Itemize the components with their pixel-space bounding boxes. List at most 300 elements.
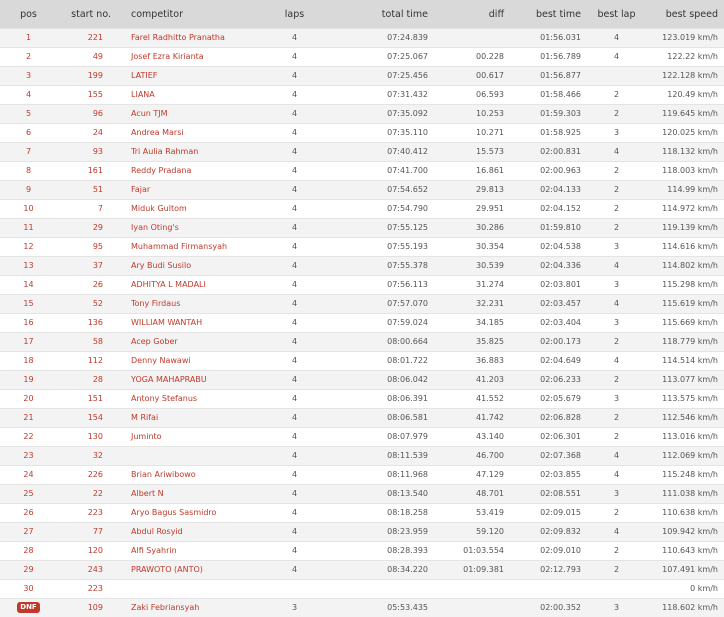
- best-time-cell: 01:59.303: [510, 104, 587, 123]
- diff-cell: 10.253: [434, 104, 510, 123]
- pos-cell: 9: [0, 180, 57, 199]
- competitor-link[interactable]: [117, 446, 257, 465]
- best-lap-cell: 3: [587, 313, 646, 332]
- best-lap-cell: 2: [587, 218, 646, 237]
- competitor-link[interactable]: Denny Nawawi: [117, 351, 257, 370]
- laps-cell: 4: [257, 465, 332, 484]
- table-row[interactable]: [0, 427, 724, 446]
- total-time-cell: 07:35.110: [332, 123, 434, 142]
- header-best-time[interactable]: best time: [510, 0, 587, 29]
- total-time-cell: [332, 579, 434, 598]
- best-lap-cell: 2: [587, 104, 646, 123]
- table-row[interactable]: [0, 85, 724, 104]
- pos-cell: 17: [0, 332, 57, 351]
- diff-cell: 30.539: [434, 256, 510, 275]
- laps-cell: 4: [257, 541, 332, 560]
- start-no-cell: 29: [57, 218, 117, 237]
- table-row[interactable]: [0, 351, 724, 370]
- laps-cell: 4: [257, 104, 332, 123]
- start-no-cell: 96: [57, 104, 117, 123]
- competitor-link[interactable]: Fajar: [117, 180, 257, 199]
- best-time-cell: 01:58.925: [510, 123, 587, 142]
- table-row[interactable]: [0, 503, 724, 522]
- best-speed-cell: 115.619 km/h: [646, 294, 724, 313]
- competitor-link[interactable]: LIANA: [117, 85, 257, 104]
- competitor-link[interactable]: Andrea Marsi: [117, 123, 257, 142]
- table-row[interactable]: [0, 370, 724, 389]
- best-speed-cell: 115.298 km/h: [646, 275, 724, 294]
- start-no-cell: 49: [57, 47, 117, 66]
- laps-cell: 4: [257, 161, 332, 180]
- best-time-cell: 01:56.877: [510, 66, 587, 85]
- start-no-cell: 112: [57, 351, 117, 370]
- start-no-cell: 151: [57, 389, 117, 408]
- diff-cell: 41.552: [434, 389, 510, 408]
- total-time-cell: 07:41.700: [332, 161, 434, 180]
- best-lap-cell: 4: [587, 446, 646, 465]
- table-row[interactable]: [0, 104, 724, 123]
- start-no-cell: 26: [57, 275, 117, 294]
- total-time-cell: 08:06.581: [332, 408, 434, 427]
- header-start-no[interactable]: start no.: [57, 0, 117, 29]
- pos-cell: 14: [0, 275, 57, 294]
- best-speed-cell: 118.602 km/h: [646, 598, 724, 616]
- table-row[interactable]: [0, 408, 724, 427]
- start-no-cell: 221: [57, 29, 117, 48]
- total-time-cell: 08:34.220: [332, 560, 434, 579]
- best-speed-cell: 110.643 km/h: [646, 541, 724, 560]
- total-time-cell: 08:11.968: [332, 465, 434, 484]
- laps-cell: 4: [257, 560, 332, 579]
- dnf-badge: DNF: [17, 602, 39, 613]
- laps-cell: 4: [257, 484, 332, 503]
- laps-cell: 3: [257, 598, 332, 616]
- pos-cell: [0, 598, 57, 616]
- start-no-cell: 120: [57, 541, 117, 560]
- competitor-link[interactable]: Brian Ariwibowo: [117, 465, 257, 484]
- diff-cell: 01:03.554: [434, 541, 510, 560]
- best-time-cell: 02:00.963: [510, 161, 587, 180]
- table-row[interactable]: [0, 579, 724, 598]
- start-no-cell: 130: [57, 427, 117, 446]
- best-lap-cell: 2: [587, 541, 646, 560]
- laps-cell: 4: [257, 370, 332, 389]
- start-no-cell: 37: [57, 256, 117, 275]
- laps-cell: 4: [257, 427, 332, 446]
- start-no-cell: 199: [57, 66, 117, 85]
- table-row[interactable]: [0, 47, 724, 66]
- best-time-cell: 02:06.233: [510, 370, 587, 389]
- best-time-cell: 02:07.368: [510, 446, 587, 465]
- diff-cell: 29.813: [434, 180, 510, 199]
- diff-cell: 06.593: [434, 85, 510, 104]
- total-time-cell: 07:54.790: [332, 199, 434, 218]
- laps-cell: 4: [257, 294, 332, 313]
- pos-cell: 7: [0, 142, 57, 161]
- table-row[interactable]: [0, 180, 724, 199]
- header-diff[interactable]: diff: [434, 0, 510, 29]
- best-lap-cell: 4: [587, 142, 646, 161]
- table-row[interactable]: [0, 29, 724, 48]
- best-lap-cell: 2: [587, 180, 646, 199]
- table-row[interactable]: [0, 199, 724, 218]
- best-lap-cell: 4: [587, 47, 646, 66]
- competitor-link[interactable]: WILLIAM WANTAH: [117, 313, 257, 332]
- competitor-link[interactable]: Zaki Febriansyah: [117, 598, 257, 616]
- best-speed-cell: 111.038 km/h: [646, 484, 724, 503]
- table-row[interactable]: [0, 123, 724, 142]
- total-time-cell: 05:53.435: [332, 598, 434, 616]
- best-lap-cell: 2: [587, 370, 646, 389]
- laps-cell: 4: [257, 29, 332, 48]
- table-row[interactable]: [0, 332, 724, 351]
- laps-cell: 4: [257, 332, 332, 351]
- total-time-cell: 07:25.067: [332, 47, 434, 66]
- best-lap-cell: 4: [587, 522, 646, 541]
- best-time-cell: 02:00.173: [510, 332, 587, 351]
- total-time-cell: 07:55.378: [332, 256, 434, 275]
- pos-cell: 24: [0, 465, 57, 484]
- table-row[interactable]: [0, 541, 724, 560]
- best-lap-cell: 2: [587, 161, 646, 180]
- laps-cell: 4: [257, 351, 332, 370]
- competitor-link[interactable]: [117, 579, 257, 598]
- best-lap-cell: 3: [587, 123, 646, 142]
- start-no-cell: 24: [57, 123, 117, 142]
- header-competitor[interactable]: competitor: [117, 0, 257, 29]
- best-lap-cell: 3: [587, 598, 646, 616]
- start-no-cell: 226: [57, 465, 117, 484]
- best-speed-cell: 123.019 km/h: [646, 29, 724, 48]
- total-time-cell: 07:25.456: [332, 66, 434, 85]
- pos-cell: 8: [0, 161, 57, 180]
- laps-cell: 4: [257, 237, 332, 256]
- laps-cell: 4: [257, 522, 332, 541]
- header-best-speed[interactable]: best speed: [646, 0, 724, 29]
- competitor-link[interactable]: Albert N: [117, 484, 257, 503]
- start-no-cell: 223: [57, 503, 117, 522]
- best-lap-cell: 4: [587, 256, 646, 275]
- best-speed-cell: 120.025 km/h: [646, 123, 724, 142]
- best-speed-cell: 122.128 km/h: [646, 66, 724, 85]
- diff-cell: 00.228: [434, 47, 510, 66]
- best-speed-cell: 119.645 km/h: [646, 104, 724, 123]
- best-lap-cell: 4: [587, 294, 646, 313]
- competitor-link[interactable]: Aryo Bagus Sasmidro: [117, 503, 257, 522]
- pos-cell: 3: [0, 66, 57, 85]
- pos-cell: 4: [0, 85, 57, 104]
- total-time-cell: 08:28.393: [332, 541, 434, 560]
- competitor-link[interactable]: Tony Firdaus: [117, 294, 257, 313]
- laps-cell: 4: [257, 313, 332, 332]
- best-time-cell: 01:56.789: [510, 47, 587, 66]
- start-no-cell: 155: [57, 85, 117, 104]
- diff-cell: 47.129: [434, 465, 510, 484]
- laps-cell: 4: [257, 275, 332, 294]
- best-lap-cell: 2: [587, 408, 646, 427]
- start-no-cell: 95: [57, 237, 117, 256]
- best-speed-cell: 113.016 km/h: [646, 427, 724, 446]
- table-row[interactable]: [0, 313, 724, 332]
- total-time-cell: 08:01.722: [332, 351, 434, 370]
- diff-cell: 59.120: [434, 522, 510, 541]
- best-speed-cell: 114.802 km/h: [646, 256, 724, 275]
- best-speed-cell: 115.248 km/h: [646, 465, 724, 484]
- best-time-cell: 02:04.649: [510, 351, 587, 370]
- best-time-cell: 02:05.679: [510, 389, 587, 408]
- best-speed-cell: 114.972 km/h: [646, 199, 724, 218]
- diff-cell: 41.203: [434, 370, 510, 389]
- best-speed-cell: 120.49 km/h: [646, 85, 724, 104]
- competitor-link[interactable]: Iyan Oting's: [117, 218, 257, 237]
- best-speed-cell: 118.003 km/h: [646, 161, 724, 180]
- total-time-cell: 07:35.092: [332, 104, 434, 123]
- start-no-cell: 161: [57, 161, 117, 180]
- best-time-cell: 02:03.801: [510, 275, 587, 294]
- best-speed-cell: 113.077 km/h: [646, 370, 724, 389]
- best-lap-cell: 3: [587, 237, 646, 256]
- diff-cell: 46.700: [434, 446, 510, 465]
- header-row: [0, 0, 724, 29]
- competitor-link[interactable]: PRAWOTO (ANTO): [117, 560, 257, 579]
- pos-cell: 1: [0, 29, 57, 48]
- pos-cell: 26: [0, 503, 57, 522]
- best-speed-cell: 115.669 km/h: [646, 313, 724, 332]
- start-no-cell: 52: [57, 294, 117, 313]
- diff-cell: 32.231: [434, 294, 510, 313]
- total-time-cell: 07:40.412: [332, 142, 434, 161]
- table-row[interactable]: [0, 218, 724, 237]
- total-time-cell: 08:06.391: [332, 389, 434, 408]
- best-speed-cell: 114.99 km/h: [646, 180, 724, 199]
- table-row[interactable]: [0, 275, 724, 294]
- competitor-link[interactable]: Farel Radhitto Pranatha: [117, 29, 257, 48]
- table-row[interactable]: [0, 256, 724, 275]
- best-time-cell: 02:06.828: [510, 408, 587, 427]
- table-row[interactable]: [0, 465, 724, 484]
- pos-cell: 20: [0, 389, 57, 408]
- table-row[interactable]: [0, 294, 724, 313]
- table-row[interactable]: [0, 142, 724, 161]
- best-lap-cell: 4: [587, 465, 646, 484]
- competitor-link[interactable]: Abdul Rosyid: [117, 522, 257, 541]
- best-time-cell: 02:09.010: [510, 541, 587, 560]
- best-time-cell: 02:06.301: [510, 427, 587, 446]
- best-speed-cell: 109.942 km/h: [646, 522, 724, 541]
- diff-cell: 48.701: [434, 484, 510, 503]
- table-row[interactable]: [0, 161, 724, 180]
- laps-cell: 4: [257, 218, 332, 237]
- laps-cell: 4: [257, 142, 332, 161]
- start-no-cell: 51: [57, 180, 117, 199]
- best-lap-cell: 3: [587, 389, 646, 408]
- competitor-link[interactable]: Ary Budi Susilo: [117, 256, 257, 275]
- best-time-cell: 02:03.855: [510, 465, 587, 484]
- best-lap-cell: 2: [587, 332, 646, 351]
- diff-cell: 16.861: [434, 161, 510, 180]
- diff-cell: [434, 29, 510, 48]
- best-lap-cell: [587, 66, 646, 85]
- diff-cell: 43.140: [434, 427, 510, 446]
- best-time-cell: 02:00.352: [510, 598, 587, 616]
- start-no-cell: 154: [57, 408, 117, 427]
- diff-cell: 53.419: [434, 503, 510, 522]
- total-time-cell: 07:57.070: [332, 294, 434, 313]
- start-no-cell: 58: [57, 332, 117, 351]
- laps-cell: [257, 579, 332, 598]
- table-row[interactable]: [0, 389, 724, 408]
- diff-cell: 31.274: [434, 275, 510, 294]
- start-no-cell: 136: [57, 313, 117, 332]
- table-row[interactable]: [0, 66, 724, 85]
- competitor-link[interactable]: M Rifai: [117, 408, 257, 427]
- best-time-cell: 01:56.031: [510, 29, 587, 48]
- competitor-link[interactable]: Tri Aulia Rahman: [117, 142, 257, 161]
- header-best-lap[interactable]: best lap: [587, 0, 646, 29]
- header-pos[interactable]: pos: [0, 0, 57, 29]
- competitor-link[interactable]: Josef Ezra Kirianta: [117, 47, 257, 66]
- start-no-cell: 28: [57, 370, 117, 389]
- start-no-cell: 7: [57, 199, 117, 218]
- best-time-cell: 02:08.551: [510, 484, 587, 503]
- competitor-link[interactable]: Acun TJM: [117, 104, 257, 123]
- best-speed-cell: 118.132 km/h: [646, 142, 724, 161]
- header-total-time[interactable]: total time: [332, 0, 434, 29]
- best-speed-cell: 118.779 km/h: [646, 332, 724, 351]
- competitor-link[interactable]: ADHITYA L MADALI: [117, 275, 257, 294]
- competitor-link[interactable]: Miduk Gultom: [117, 199, 257, 218]
- competitor-link[interactable]: Juminto: [117, 427, 257, 446]
- pos-cell: 5: [0, 104, 57, 123]
- best-time-cell: 01:59.810: [510, 218, 587, 237]
- diff-cell: 30.354: [434, 237, 510, 256]
- diff-cell: 01:09.381: [434, 560, 510, 579]
- best-lap-cell: [587, 579, 646, 598]
- pos-cell: 28: [0, 541, 57, 560]
- best-time-cell: [510, 579, 587, 598]
- competitor-link[interactable]: Acep Gober: [117, 332, 257, 351]
- diff-cell: 15.573: [434, 142, 510, 161]
- total-time-cell: 07:24.839: [332, 29, 434, 48]
- pos-cell: 30: [0, 579, 57, 598]
- competitor-link[interactable]: Antony Stefanus: [117, 389, 257, 408]
- competitor-link[interactable]: Reddy Pradana: [117, 161, 257, 180]
- diff-cell: 30.286: [434, 218, 510, 237]
- best-time-cell: 02:03.457: [510, 294, 587, 313]
- table-row[interactable]: [0, 522, 724, 541]
- laps-cell: 4: [257, 199, 332, 218]
- total-time-cell: 08:13.540: [332, 484, 434, 503]
- best-lap-cell: 2: [587, 427, 646, 446]
- laps-cell: 4: [257, 446, 332, 465]
- best-lap-cell: 2: [587, 560, 646, 579]
- best-speed-cell: 114.514 km/h: [646, 351, 724, 370]
- best-time-cell: 02:03.404: [510, 313, 587, 332]
- pos-cell: 23: [0, 446, 57, 465]
- table-row[interactable]: [0, 446, 724, 465]
- start-no-cell: 109: [57, 598, 117, 616]
- table-row[interactable]: [0, 237, 724, 256]
- laps-cell: 4: [257, 66, 332, 85]
- pos-cell: 16: [0, 313, 57, 332]
- pos-cell: 10: [0, 199, 57, 218]
- best-speed-cell: 122.22 km/h: [646, 47, 724, 66]
- pos-cell: 27: [0, 522, 57, 541]
- total-time-cell: 08:06.042: [332, 370, 434, 389]
- table-row[interactable]: [0, 560, 724, 579]
- best-time-cell: 02:00.831: [510, 142, 587, 161]
- best-speed-cell: 114.616 km/h: [646, 237, 724, 256]
- diff-cell: 29.951: [434, 199, 510, 218]
- start-no-cell: 223: [57, 579, 117, 598]
- best-time-cell: 02:04.336: [510, 256, 587, 275]
- best-time-cell: 02:12.793: [510, 560, 587, 579]
- pos-cell: 12: [0, 237, 57, 256]
- best-speed-cell: 0 km/h: [646, 579, 724, 598]
- laps-cell: 4: [257, 408, 332, 427]
- laps-cell: 4: [257, 503, 332, 522]
- start-no-cell: 22: [57, 484, 117, 503]
- best-speed-cell: 112.069 km/h: [646, 446, 724, 465]
- total-time-cell: 07:59.024: [332, 313, 434, 332]
- best-lap-cell: 2: [587, 503, 646, 522]
- best-time-cell: 02:04.133: [510, 180, 587, 199]
- diff-cell: 41.742: [434, 408, 510, 427]
- best-lap-cell: 2: [587, 85, 646, 104]
- competitor-link[interactable]: LATIEF: [117, 66, 257, 85]
- best-lap-cell: 4: [587, 29, 646, 48]
- diff-cell: [434, 598, 510, 616]
- start-no-cell: 77: [57, 522, 117, 541]
- pos-cell: 21: [0, 408, 57, 427]
- total-time-cell: 08:23.959: [332, 522, 434, 541]
- competitor-link[interactable]: Muhammad Firmansyah: [117, 237, 257, 256]
- pos-cell: 2: [0, 47, 57, 66]
- total-time-cell: 07:31.432: [332, 85, 434, 104]
- competitor-link[interactable]: YOGA MAHAPRABU: [117, 370, 257, 389]
- total-time-cell: 08:11.539: [332, 446, 434, 465]
- diff-cell: 00.617: [434, 66, 510, 85]
- best-time-cell: 02:09.832: [510, 522, 587, 541]
- total-time-cell: 08:18.258: [332, 503, 434, 522]
- best-lap-cell: 3: [587, 484, 646, 503]
- table-row[interactable]: [0, 598, 724, 616]
- pos-cell: 25: [0, 484, 57, 503]
- total-time-cell: 08:07.979: [332, 427, 434, 446]
- diff-cell: 36.883: [434, 351, 510, 370]
- best-time-cell: 02:04.152: [510, 199, 587, 218]
- best-time-cell: 02:04.538: [510, 237, 587, 256]
- best-speed-cell: 119.139 km/h: [646, 218, 724, 237]
- total-time-cell: 08:00.664: [332, 332, 434, 351]
- competitor-link[interactable]: Alfi Syahrin: [117, 541, 257, 560]
- total-time-cell: 07:55.125: [332, 218, 434, 237]
- diff-cell: 35.825: [434, 332, 510, 351]
- laps-cell: 4: [257, 85, 332, 104]
- pos-cell: 6: [0, 123, 57, 142]
- best-time-cell: 01:58.466: [510, 85, 587, 104]
- table-row[interactable]: [0, 484, 724, 503]
- total-time-cell: 07:55.193: [332, 237, 434, 256]
- total-time-cell: 07:56.113: [332, 275, 434, 294]
- pos-cell: 11: [0, 218, 57, 237]
- pos-cell: 13: [0, 256, 57, 275]
- best-lap-cell: 4: [587, 351, 646, 370]
- laps-cell: 4: [257, 47, 332, 66]
- best-time-cell: 02:09.015: [510, 503, 587, 522]
- header-laps[interactable]: laps: [257, 0, 332, 29]
- laps-cell: 4: [257, 180, 332, 199]
